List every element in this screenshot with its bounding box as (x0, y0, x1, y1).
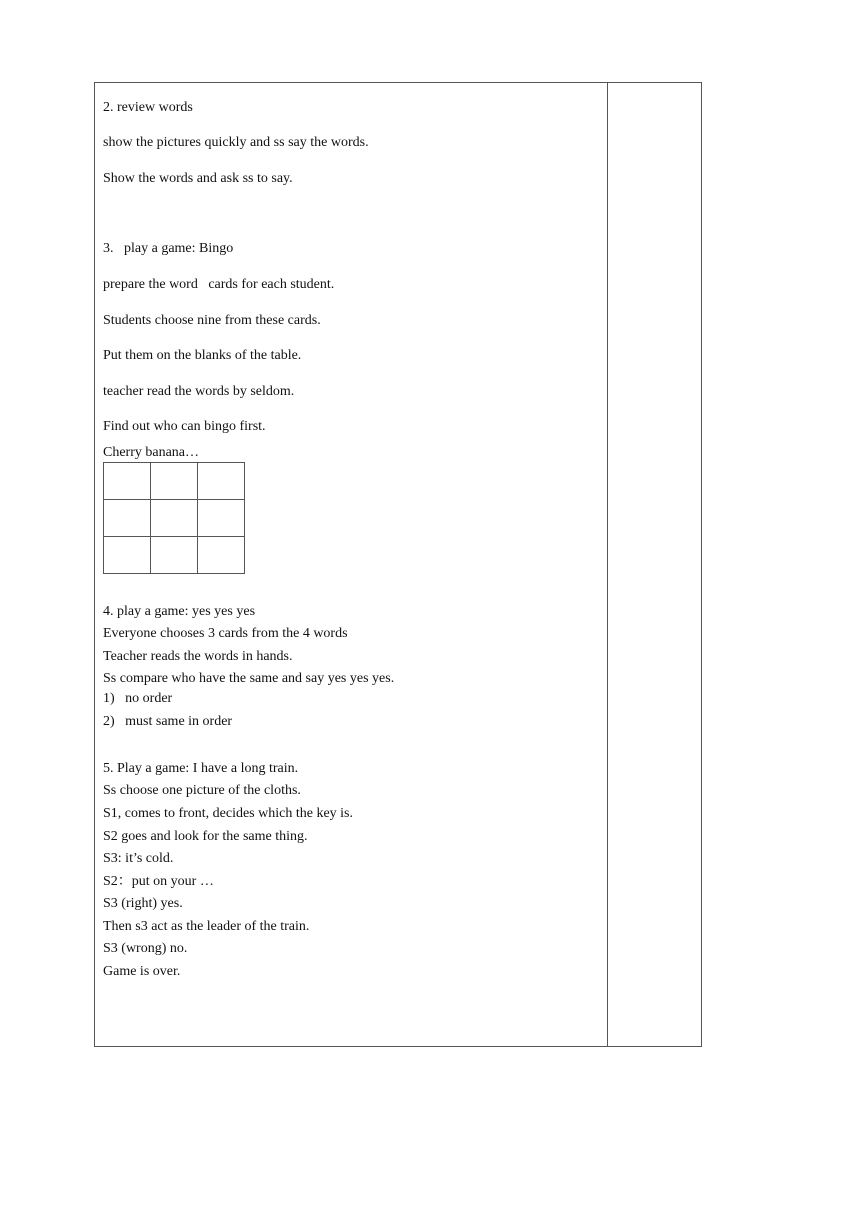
lesson-table (94, 82, 702, 1047)
bingo-cell (104, 463, 151, 500)
section5-line: Ss choose one picture of the cloths. (103, 783, 301, 798)
section3-line: Students choose nine from these cards. (103, 313, 321, 328)
bingo-cell (151, 537, 198, 574)
bingo-cell (151, 500, 198, 537)
section4-line: Ss compare who have the same and say yes yes yes. (103, 671, 395, 686)
section5-line: Then s3 act as the leader of the train. (103, 919, 310, 934)
section5-line: S3 (right) yes. (103, 896, 183, 911)
bingo-row (104, 500, 245, 537)
section3-heading: 3. play a game: Bingo (103, 241, 234, 256)
bingo-cell (198, 537, 245, 574)
section5-line: Game is over. (103, 964, 181, 979)
section5-line: S3: it’s cold. (103, 851, 174, 866)
section3-line: Put them on the blanks of the table. (103, 348, 302, 363)
bingo-grid (103, 462, 245, 574)
section5-line: S2 goes and look for the same thing. (103, 829, 308, 844)
section4-line: 2) must same in order (103, 714, 233, 729)
section3-line: Find out who can bingo first. (103, 419, 266, 434)
bingo-row (104, 537, 245, 574)
section2-line: Show the words and ask ss to say. (103, 171, 293, 186)
bingo-cell (151, 463, 198, 500)
bingo-cell (104, 537, 151, 574)
section5-line: S3 (wrong) no. (103, 941, 188, 956)
section4-line: Everyone chooses 3 cards from the 4 words (103, 626, 348, 641)
section5-line: S1, comes to front, decides which the key is. (103, 806, 354, 821)
section2-line: show the pictures quickly and ss say the words. (103, 135, 369, 150)
section5-heading: 5. Play a game: I have a long train. (103, 761, 299, 776)
section2-heading: 2. review words (103, 100, 193, 115)
bingo-cell (198, 463, 245, 500)
section4-line: 1) no order (103, 691, 173, 706)
bingo-cell (198, 500, 245, 537)
section4-line: Teacher reads the words in hands. (103, 649, 293, 664)
bingo-cell (104, 500, 151, 537)
section4-heading: 4. play a game: yes yes yes (103, 604, 256, 619)
section3-line: Cherry banana… (103, 445, 200, 460)
section5-line: S2：put on your … (103, 874, 214, 889)
section3-line: teacher read the words by seldom. (103, 384, 295, 399)
bingo-row (104, 463, 245, 500)
column-divider (607, 83, 608, 1046)
section3-line: prepare the word cards for each student. (103, 277, 335, 292)
